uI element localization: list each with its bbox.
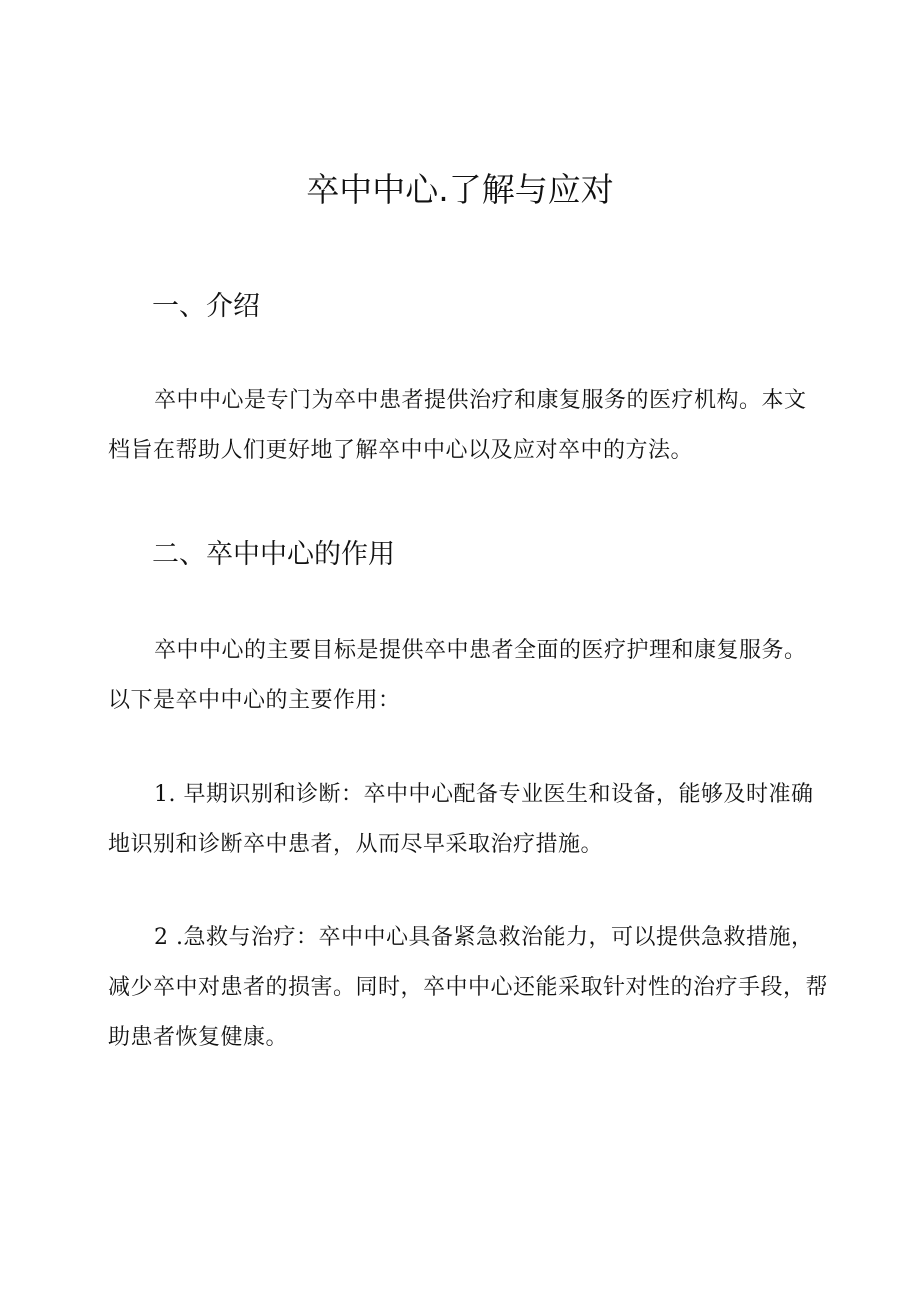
intro-paragraph: 卒中中心是专门为卒中患者提供治疗和康复服务的医疗机构。本文档旨在帮助人们更好地了解卒中中心以及应对卒中的方法。 bbox=[108, 388, 807, 463]
document-title: 卒中中心.了解与应对 bbox=[306, 170, 614, 209]
role-item-emergency-treatment: 2 .急救与治疗：卒中中心具备紧急救治能力，可以提供急救措施，减少卒中对患者的损害。同时，卒中中心还能采取针对性的治疗手段，帮助患者恢复健康。 bbox=[108, 925, 829, 1050]
role-intro-paragraph: 卒中中心的主要目标是提供卒中患者全面的医疗护理和康复服务。以下是卒中中心的主要作用： bbox=[108, 638, 807, 713]
role-item-early-diagnosis: 1. 早期识别和诊断：卒中中心配备专业医生和设备，能够及时准确地识别和诊断卒中患者，从而尽早采取治疗措施。 bbox=[108, 782, 814, 857]
section-heading-introduction: 一、介绍 bbox=[152, 291, 260, 322]
section-heading-role: 二、卒中中心的作用 bbox=[152, 539, 395, 570]
